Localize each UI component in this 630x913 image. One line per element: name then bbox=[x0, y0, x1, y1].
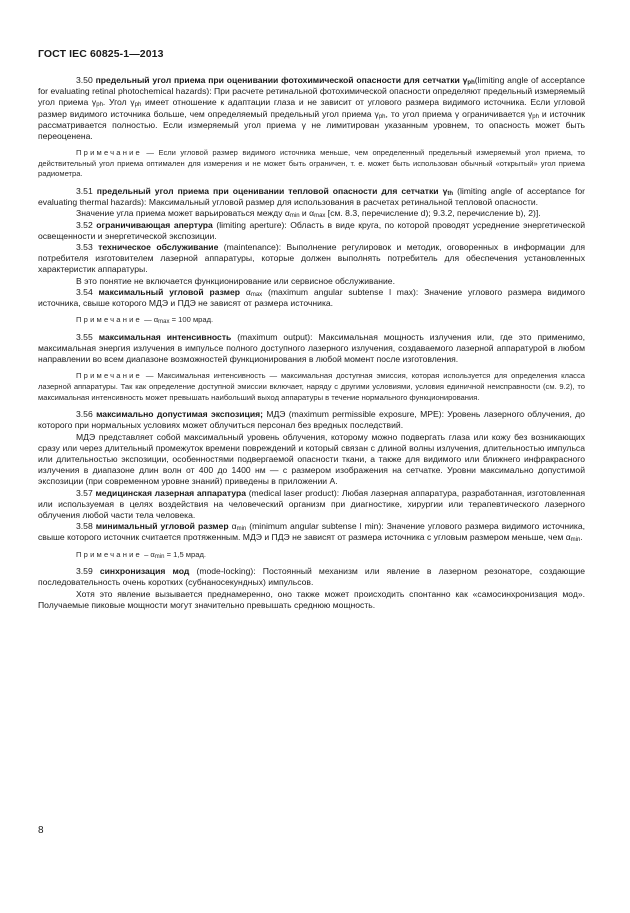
definition-text: α bbox=[228, 521, 237, 532]
clause-number: 3.59 bbox=[76, 566, 93, 577]
definition-text: имеет отношение к адаптации глаза и не зависит от углового размера видимого источника. Если угловой размер видимого источника больше, чем определяемый предельный угол приема γ bbox=[38, 97, 585, 119]
definition-3-56 bbox=[38, 409, 585, 431]
definition-text: α bbox=[240, 286, 251, 297]
definition-3-50 bbox=[38, 75, 585, 142]
subscript: max bbox=[250, 291, 263, 298]
note-text: = 100 мрад. bbox=[169, 315, 214, 325]
definition-3-54 bbox=[38, 287, 585, 309]
page-number: 8 bbox=[38, 825, 44, 836]
clause-number: 3.50 bbox=[76, 75, 93, 85]
subscript: min bbox=[570, 537, 581, 544]
note-text: — Если угловой размер видимого источника меньше, чем определенный предельный измеряемый угол приема, то действительный угол приема оптимален для измерения и не может быть ограничен, т. е. может быть использован обычный «открытый» угол приема радиометра. bbox=[38, 148, 585, 179]
definition-3-53 bbox=[38, 242, 585, 276]
paragraph-3-56-explanation: МДЭ представляет собой максимальный уровень облучения, которому можно подвергать глаза или кожу без возникающих сразу или через длительный промежуток времени повреждений и который связан с длиной волны излучения, длительностью импульса или длительностью экспозиции, особенностями подвергаемой опасности ткани, а также для видимого или ближнего инфракрасного излучения в диапазоне длин волн от 400 до 1400 нм — с размером изображения на сетчатке. Уровни максимально допустимой экспозиции (при современном уровне знаний) приведены в приложении А. bbox=[38, 431, 585, 487]
subscript: max bbox=[158, 319, 170, 326]
paragraph-3-59-explanation: Хотя это явление вызывается преднамеренно, оно также может происходить спонтанно как «самосинхронизация мод». Получаемые пиковые мощности могут значительно превышать среднюю мощность. bbox=[38, 588, 585, 610]
definition-text: и источник рассматривается полностью. Если измеряемый угол приема γ не лимитирован указанным уровнем, то опасность может быть переоценена. bbox=[38, 108, 585, 142]
definition-text: (minimum angular subtense l min): Значение углового размера видимого источника, свыше которого источник считается протяженным. МДЭ и ПДЭ не зависят от размера источника с угловым размером меньше, чем α bbox=[38, 521, 585, 543]
term-subscript: ph bbox=[467, 80, 475, 86]
term: минимальный угловой размер bbox=[95, 521, 229, 532]
note-label: Примечание bbox=[76, 549, 142, 559]
term: синхронизация мод bbox=[99, 566, 190, 577]
term-subscript: th bbox=[447, 191, 454, 197]
clause-number: 3.57 bbox=[76, 487, 93, 498]
term: ограничивающая апертура bbox=[96, 219, 213, 230]
note-3-54 bbox=[38, 315, 585, 326]
clause-number: 3.54 bbox=[76, 286, 93, 297]
definition-text: (limiting angle of acceptance for evaluating thermal hazards): Максимальный угловой размер для использования в расчетах ретинальной тепловой опасности. bbox=[38, 186, 585, 208]
definition-text: (maintenance): Выполнение регулировок и методик, оговоренных в информации для потребителя изготовителем лазерной аппаратуры, которые должен выполнять потребитель для обеспечения установленных характеристик аппаратуры. bbox=[38, 242, 586, 275]
note-label: Примечание bbox=[76, 371, 142, 381]
clause-number: 3.52 bbox=[76, 219, 93, 230]
subscript: min bbox=[289, 213, 300, 220]
note-text: = 1,5 мрад. bbox=[164, 549, 206, 559]
term: техническое обслуживание bbox=[98, 242, 219, 253]
definition-text: (medical laser product): Любая лазерная аппаратура, разработанная, изготовленная или используемая в целях воздействия на человеческий организм при диагностике, хирургии или терапевтического лазерного облучения любой части тела человека. bbox=[38, 487, 585, 521]
note-3-58 bbox=[38, 550, 585, 561]
clause-number: 3.51 bbox=[76, 186, 93, 196]
term bbox=[96, 75, 475, 85]
note-3-50 bbox=[38, 148, 585, 180]
note-text: — α bbox=[141, 315, 159, 325]
note-text: – α bbox=[141, 549, 155, 559]
term bbox=[97, 186, 453, 196]
term: максимально допустимая экспозиция; bbox=[96, 409, 263, 420]
subscript: ph bbox=[532, 113, 539, 120]
clause-number: 3.53 bbox=[76, 242, 93, 253]
clause-number: 3.55 bbox=[76, 331, 93, 342]
definition-3-52 bbox=[38, 220, 585, 242]
subscript: max bbox=[314, 213, 326, 220]
definition-3-58 bbox=[38, 521, 585, 543]
definition-3-59 bbox=[38, 566, 585, 588]
subscript: min bbox=[236, 526, 247, 533]
paragraph-text: [см. 8.3, перечисление d); 9.3.2, перечисление b), 2)]. bbox=[325, 208, 541, 219]
paragraph-text: Значение угла приема может варьироваться между α bbox=[76, 208, 290, 219]
definition-3-51 bbox=[38, 186, 585, 208]
subscript: ph bbox=[134, 102, 142, 109]
subscript: ph bbox=[378, 113, 386, 120]
definition-text: (maximum angular subtense l max): Значение углового размера видимого источника, свыше которого МДЭ и ПДЭ не зависят от размера источника. bbox=[38, 286, 585, 309]
term-text: предельный угол приема при оценивании фотохимической опасности для сетчатки γ bbox=[95, 75, 468, 85]
subscript: min bbox=[154, 553, 165, 560]
paragraph-3-51-values bbox=[38, 208, 585, 219]
note-label: Примечание bbox=[76, 315, 142, 325]
subscript: ph bbox=[96, 102, 103, 109]
note-3-55 bbox=[38, 371, 585, 403]
definition-text: (limiting aperture): Область в виде круга, по которой проводят усреднение энергетической освещенности и энергетической экспозиции. bbox=[38, 219, 586, 241]
definition-3-55 bbox=[38, 332, 585, 366]
definition-3-57 bbox=[38, 488, 585, 522]
definition-text: . bbox=[580, 532, 583, 543]
definition-text: . Угол γ bbox=[102, 97, 135, 108]
term: максимальный угловой размер bbox=[98, 286, 241, 297]
note-label: Примечание bbox=[76, 148, 142, 158]
definition-text: МДЭ (maximum permissible exposure, MPE): Уровень лазерного облучения, до которого при нормальных условиях может облучиться персонал без вредных последствий. bbox=[38, 409, 585, 431]
definition-text: (limiting angle of acceptance for evaluating retinal photochemical hazards): При расчете ретинальной фотохимической опасности определяют предельный измеряемый угол приема γ bbox=[38, 75, 585, 108]
note-text: — Максимальная интенсивность — максимальная доступная эмиссия, которая используется для определения класса лазерной аппаратуры. Так как определение доступной эмиссии включает, наряду с другими условиями, условия единичной неисправности (см. 9.2), то максимальная интенсивность может превышать наибольший выход аппаратуры в течение нормального функционирования. bbox=[38, 371, 585, 402]
term-text: предельный угол приема при оценивании тепловой опасности для сетчатки γ bbox=[96, 186, 448, 196]
term: медицинская лазерная аппаратура bbox=[95, 487, 246, 498]
paragraph-text: и α bbox=[299, 208, 315, 219]
clause-number: 3.58 bbox=[76, 521, 93, 532]
term: максимальная интенсивность bbox=[98, 331, 232, 342]
clause-number: 3.56 bbox=[76, 409, 93, 420]
paragraph-3-53-exclusion: В это понятие не включается функционирование или сервисное обслуживание. bbox=[76, 275, 395, 286]
definition-text: (maximum output): Максимальная мощность излучения или, где это применимо, максимальная энергия излучения в импульсе полного доступного лазерного излучения, создаваемого лазерной аппаратурой в любом направлении во всем диапазоне возможностей функционирования в любой момент после изготовления. bbox=[38, 331, 586, 365]
standard-header: ГОСТ IEC 60825-1—2013 bbox=[38, 48, 164, 60]
definition-text: (mode-locking): Постоянный механизм или явление в лазерном резонаторе, создающие последовательность очень коротких (субнаносекундных) импульсов. bbox=[38, 566, 585, 588]
definition-text: , то угол приема γ ограничивается γ bbox=[385, 108, 533, 119]
